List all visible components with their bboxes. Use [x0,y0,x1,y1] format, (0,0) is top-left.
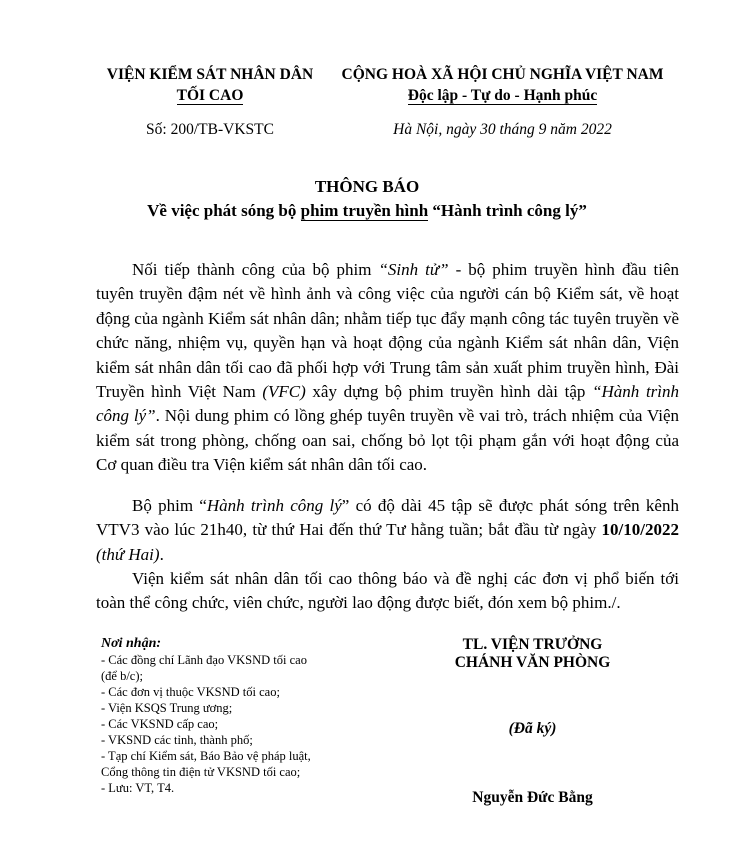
p1-text-b: - bộ phim truyền hình đầu tiên tuyên truyền đậm nét về hình ảnh và công việc của người cán bộ Kiểm sát, về hoạt động của ngành Kiểm sát nhân dân; nhằm tiếp tục đẩy mạnh công tác tuyên truyền về chức năng, nhiệm vụ, quyền hạn và hoạt động của ngành Kiểm sát nhân dân, Viện kiểm sát nhân dân tối cao đã phối hợp với Trung tâm sản xuất phim truyền hình, Đài Truyền hình Việt Nam [96,260,680,402]
p1-text-a: Nối tiếp thành công của bộ phim [132,260,379,279]
subtitle-suffix: “Hành trình công lý” [428,201,587,220]
subtitle-underlined: phim truyền hình [300,201,429,220]
p2-start-date: 10/10/2022 [601,520,679,540]
agency-name-line1: VIỆN KIỂM SÁT NHÂN DÂN [106,66,314,83]
place-and-date: Hà Nội, ngày 30 tháng 9 năm 2022 [393,121,612,138]
body-paragraph-1 [96,258,679,478]
signer-name: Nguyễn Đức Bằng [472,789,593,806]
p2-end: . [159,544,164,564]
body-paragraph-2 [96,494,679,567]
subtitle-prefix: Về việc phát sóng bộ [147,201,301,220]
recipient-item: - Các đơn vị thuộc VKSND tối cao; [101,685,280,699]
signed-note: (Đã ký) [508,720,557,737]
p1-vfc: (VFC) [262,382,306,402]
recipient-item: - Lưu: VT, T4. [101,781,175,795]
country-name: CỘNG HOÀ XÃ HỘI CHỦ NGHĨA VIỆT NAM [341,66,664,83]
agency-name-line2: TỐI CAO [176,87,244,104]
recipient-item: - Tạp chí Kiểm sát, Báo Bảo vệ pháp luật, Cổng thông tin điện tử VKSND tối cao; [101,749,311,779]
p2-weekday: (thứ Hai) [96,544,160,564]
p1-text-c: xây dựng bộ phim truyền hình dài tập [305,382,593,402]
document-number: Số: 200/TB-VKSTC [146,121,274,138]
recipient-item: - Các VKSND cấp cao; [101,717,219,731]
recipients-block [101,636,326,796]
signature-title-line1: TL. VIỆN TRƯỞNG [462,636,603,653]
recipient-item: - Viện KSQS Trung ương; [101,701,233,715]
national-motto-header [330,64,675,106]
p2-text-a: Bộ phim “ [132,496,207,515]
recipients-heading: Nơi nhận: [101,636,162,651]
p1-film-title-1: “Sinh tử” [378,260,449,279]
national-motto: Độc lập - Tự do - Hạnh phúc [407,87,598,104]
body-paragraph-3: Viện kiểm sát nhân dân tối cao thông báo và đề nghị các đơn vị phổ biến tới toàn thể công chức, viên chức, người lao động được biết, đón xem bộ phim./. [96,569,679,613]
document-subtitle [0,201,734,221]
p1-text-d: . Nội dung phim có lồng ghép tuyên truyền về vai trò, trách nhiệm của Viện kiểm sát trong phòng, chống oan sai, chống bỏ lọt tội phạm gắn với hoạt động của Cơ quan điều tra Viện kiểm sát nhân dân tối cao. [96,406,679,475]
signature-title-line2: CHÁNH VĂN PHÒNG [454,654,611,671]
p2-text-b: ” có độ dài 45 tập sẽ được phát sóng trên kênh VTV3 vào lúc 21h40, từ thứ Hai đến thứ Tư hằng tuần; bắt đầu từ ngày [96,496,679,540]
agency-header [100,64,320,106]
recipient-item: - VKSND các tỉnh, thành phố; [101,733,253,747]
p2-film-title: Hành trình công lý [206,496,342,515]
recipient-item: - Các đồng chí Lãnh đạo VKSND tối cao (để b/c); [101,653,307,683]
p1-film-title-2: “Hành trình công lý” [96,382,680,426]
document-title: THÔNG BÁO [314,177,420,196]
